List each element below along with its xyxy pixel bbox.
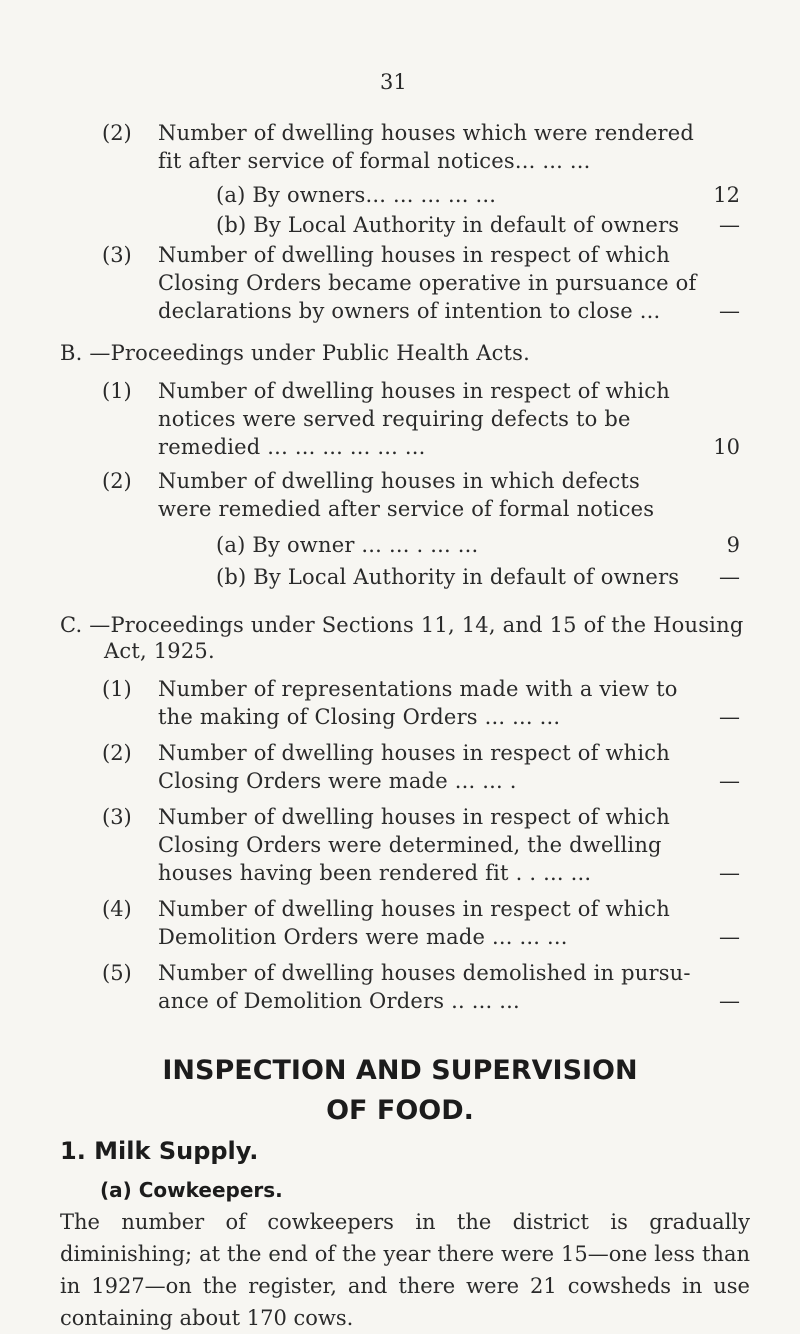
item-number: (2) bbox=[102, 741, 132, 765]
text-line: (b) By Local Authority in default of owners bbox=[216, 565, 680, 589]
text-line: declarations by owners of intention to close ... bbox=[158, 299, 661, 323]
item-number: (3) bbox=[102, 243, 132, 267]
value-cell: — bbox=[719, 705, 740, 729]
text-line: Demolition Orders were made ... ... ... bbox=[158, 925, 568, 949]
text-line: Closing Orders were made ... ... . bbox=[158, 769, 517, 793]
subsection-heading: 1. Milk Supply. bbox=[60, 1137, 259, 1165]
section-heading: C. —Proceedings under Sections 11, 14, and 15 of the Housing bbox=[60, 613, 744, 637]
text-line: Closing Orders became operative in pursuance of bbox=[158, 271, 697, 295]
text-line: Number of dwelling houses in respect of which bbox=[158, 897, 670, 921]
text-line: Number of dwelling houses which were rendered bbox=[158, 121, 694, 145]
text-line: remedied ... ... ... ... ... ... bbox=[158, 435, 426, 459]
item-number: (3) bbox=[102, 805, 132, 829]
section-heading: B. —Proceedings under Public Health Acts. bbox=[60, 341, 531, 365]
text-line: Number of dwelling houses in respect of which bbox=[158, 805, 670, 829]
section-title: INSPECTION AND SUPERVISION bbox=[162, 1055, 638, 1086]
value-cell: — bbox=[719, 861, 740, 885]
item-number: (4) bbox=[102, 897, 132, 921]
body-paragraph: The number of cowkeepers in the district is gradually diminishing; at the end of the year there were 15—one less than in 1927—on the register, and there were 21 cowsheds in use containing about 170 cows. bbox=[60, 1210, 750, 1330]
text-line: (a) By owner ... ... . ... ... bbox=[216, 533, 479, 557]
text-line: ance of Demolition Orders .. ... ... bbox=[158, 989, 520, 1013]
text-line: Number of dwelling houses in respect of which bbox=[158, 741, 670, 765]
text-line: the making of Closing Orders ... ... ... bbox=[158, 705, 561, 729]
text-line: houses having been rendered fit . . ... ... bbox=[158, 861, 592, 885]
text-line: Number of dwelling houses in which defects bbox=[158, 469, 641, 493]
item-number: (2) bbox=[102, 469, 132, 493]
text-line: Closing Orders were determined, the dwelling bbox=[158, 833, 662, 857]
value-cell: — bbox=[719, 989, 740, 1013]
section-heading: Act, 1925. bbox=[104, 639, 215, 663]
text-line: (b) By Local Authority in default of owners bbox=[216, 213, 680, 237]
text-line: notices were served requiring defects to be bbox=[158, 407, 631, 431]
value-cell: — bbox=[719, 213, 740, 237]
section-title: OF FOOD. bbox=[326, 1095, 474, 1126]
text-line: Number of representations made with a view to bbox=[158, 677, 678, 701]
text-line: Number of dwelling houses in respect of which bbox=[158, 379, 670, 403]
value-cell: — bbox=[719, 299, 740, 323]
text-line: fit after service of formal notices... ... ... bbox=[158, 149, 591, 173]
text-line: Number of dwelling houses in respect of which bbox=[158, 243, 670, 267]
value-cell: 10 bbox=[713, 435, 740, 459]
page-number: 31 bbox=[380, 70, 407, 94]
item-number: (2) bbox=[102, 121, 132, 145]
item-number: (5) bbox=[102, 961, 132, 985]
item-number: (1) bbox=[102, 677, 132, 701]
value-cell: — bbox=[719, 565, 740, 589]
value-cell: 12 bbox=[713, 183, 740, 207]
value-cell: — bbox=[719, 769, 740, 793]
text-line: Number of dwelling houses demolished in pursu- bbox=[158, 961, 691, 985]
subsection-subheading: (a) Cowkeepers. bbox=[100, 1178, 283, 1202]
value-cell: — bbox=[719, 925, 740, 949]
text-line: (a) By owners... ... ... ... ... bbox=[216, 183, 497, 207]
text-line: were remedied after service of formal notices bbox=[158, 497, 655, 521]
value-cell: 9 bbox=[726, 533, 740, 557]
item-number: (1) bbox=[102, 379, 132, 403]
